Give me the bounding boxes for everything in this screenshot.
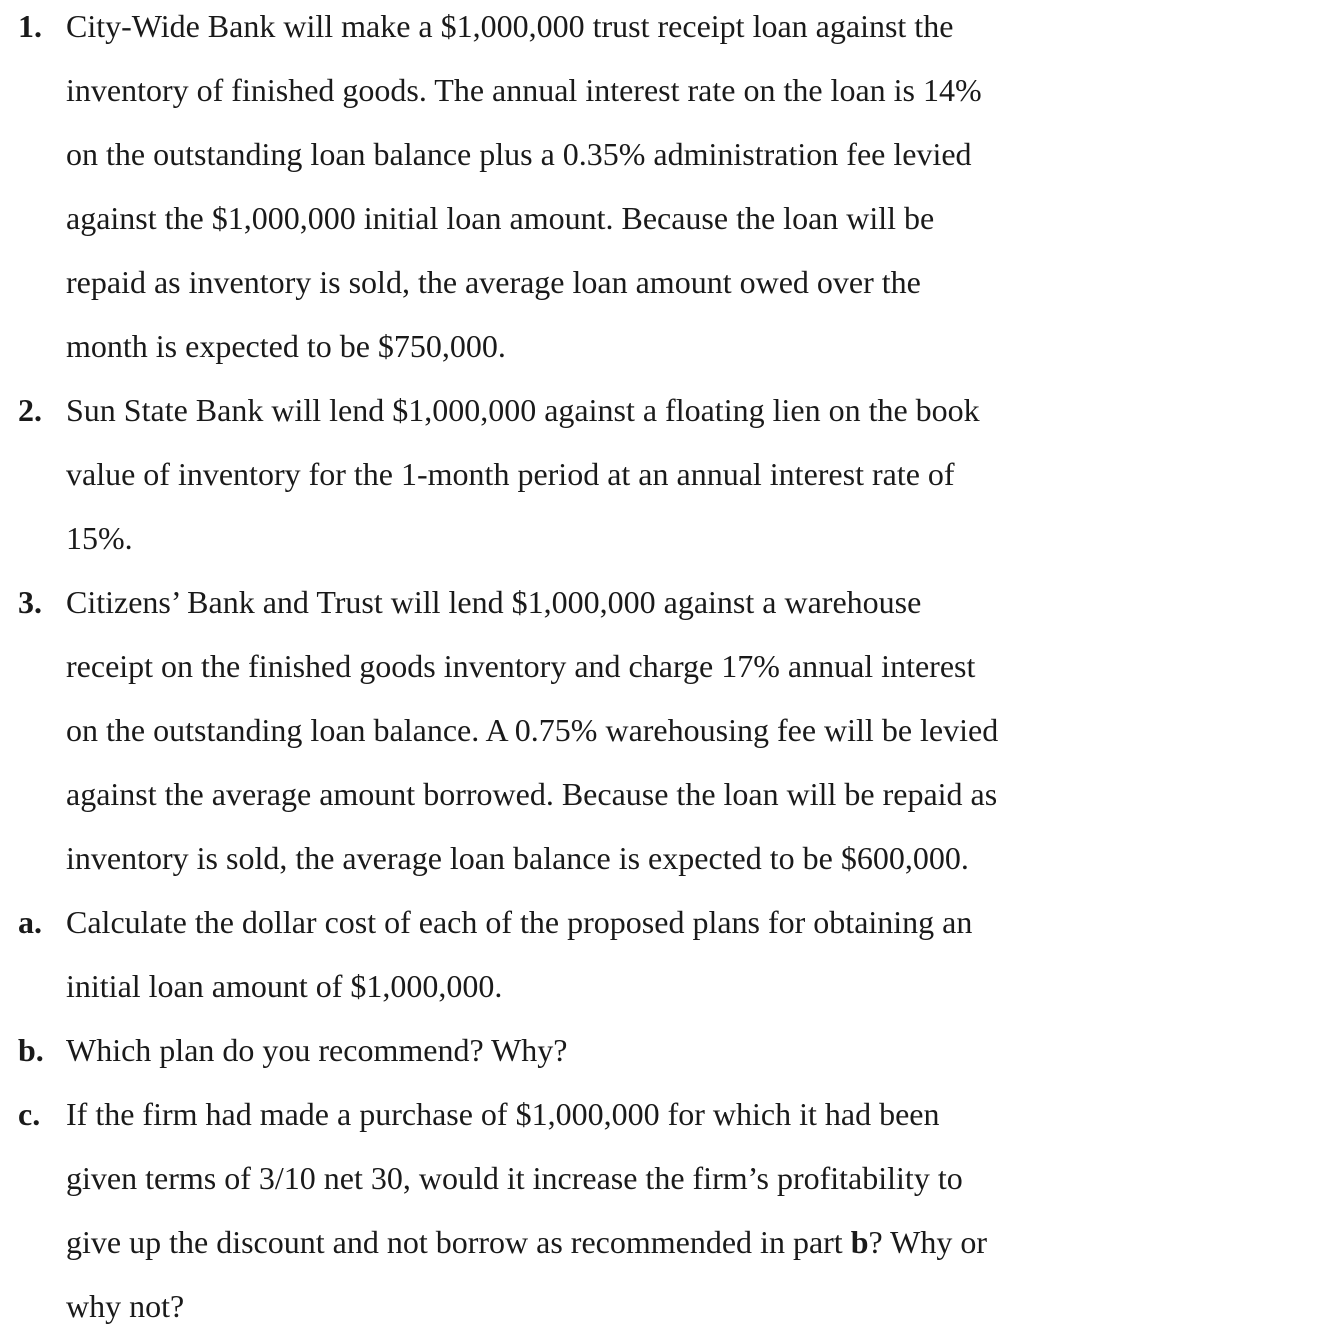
item-text — [66, 0, 982, 378]
item-text — [66, 890, 972, 1018]
item-marker: c. — [18, 1096, 41, 1132]
text-line: If the firm had made a purchase of $1,000,000 for which it had been — [66, 1096, 940, 1132]
item-marker: 1. — [18, 8, 42, 44]
text-segment: give up the discount and not borrow as recommended in part — [66, 1224, 851, 1260]
text-line: Sun State Bank will lend $1,000,000 against a floating lien on the book — [66, 392, 980, 428]
text-line: Citizens’ Bank and Trust will lend $1,000,000 against a warehouse — [66, 584, 922, 620]
text-line: Calculate the dollar cost of each of the proposed plans for obtaining an — [66, 904, 973, 940]
text-line: City-Wide Bank will make a $1,000,000 trust receipt loan against the — [66, 8, 954, 44]
item-marker: 3. — [18, 584, 42, 620]
text-line: on the outstanding loan balance plus a 0.35% administration fee levied — [66, 136, 972, 172]
text-line: 15%. — [66, 520, 133, 556]
text-line: inventory is sold, the average loan balance is expected to be $600,000. — [66, 840, 969, 876]
text-line: inventory of finished goods. The annual interest rate on the loan is 14% — [66, 72, 982, 108]
text-line: why not? — [66, 1288, 185, 1324]
text-line: initial loan amount of $1,000,000. — [66, 968, 503, 1004]
bold-part-reference: b — [850, 1224, 869, 1260]
item-text — [66, 1018, 567, 1082]
text-line: repaid as inventory is sold, the average loan amount owed over the — [66, 264, 921, 300]
text-line: value of inventory for the 1-month period at an annual interest rate of — [66, 456, 955, 492]
item-marker: 2. — [18, 392, 42, 428]
text-line: receipt on the finished goods inventory and charge 17% annual interest — [66, 648, 976, 684]
text-line: on the outstanding loan balance. A 0.75% warehousing fee will be levied — [66, 712, 999, 748]
item-text — [66, 378, 980, 570]
text-line: given terms of 3/10 net 30, would it increase the firm’s profitability to — [66, 1160, 963, 1196]
text-line: month is expected to be $750,000. — [66, 328, 506, 364]
text-segment: ? Why or — [868, 1224, 987, 1260]
text-line-with-bold — [66, 1210, 987, 1274]
text-line: Which plan do you recommend? Why? — [66, 1032, 568, 1068]
item-text — [66, 1082, 987, 1338]
text-line: against the $1,000,000 initial loan amount. Because the loan will be — [66, 200, 935, 236]
item-marker: b. — [18, 1032, 44, 1068]
text-line: against the average amount borrowed. Because the loan will be repaid as — [66, 776, 998, 812]
item-marker: a. — [18, 904, 42, 940]
item-text — [66, 570, 998, 890]
